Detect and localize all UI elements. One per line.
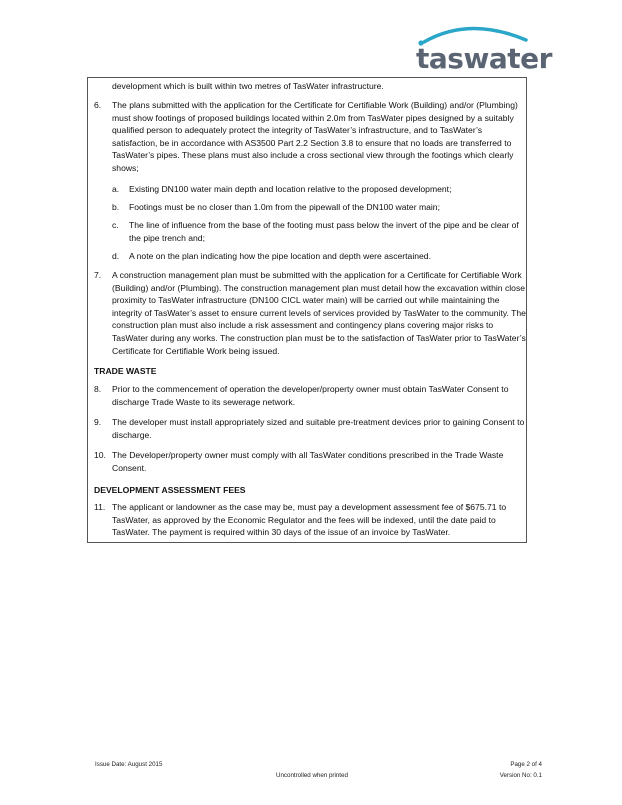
section-heading-dev-fees: DEVELOPMENT ASSESSMENT FEES [94,485,246,495]
footer-version: Version No: 0.1 [499,772,542,779]
footer-page-number: Page 2 of 4 [510,761,542,768]
footer-uncontrolled: Uncontrolled when printed [276,772,348,779]
taswater-logo [414,20,552,75]
section-heading-trade-waste: TRADE WASTE [94,366,157,376]
logo-text: taswater [416,42,552,75]
footer-issue-date: Issue Date: August 2015 [95,761,163,768]
